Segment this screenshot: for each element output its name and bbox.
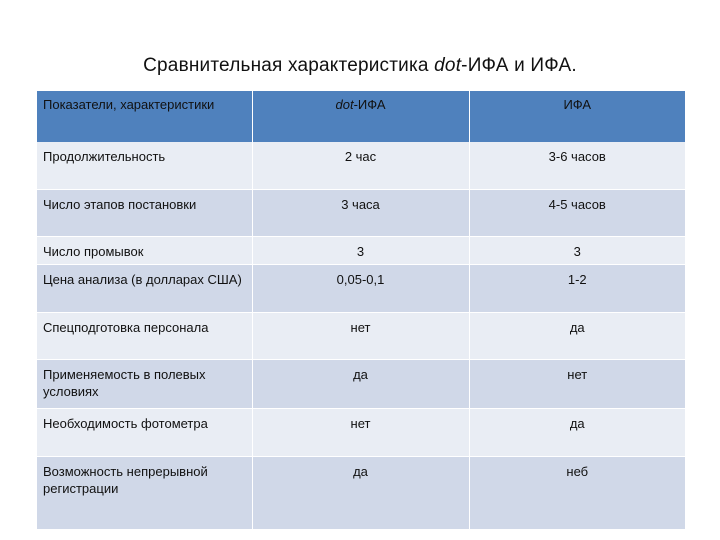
table-row: [37, 237, 685, 265]
ifa-value: нет: [469, 360, 685, 409]
comparison-table: [37, 91, 685, 530]
ifa-value: да: [469, 409, 685, 457]
ifa-value: да: [469, 313, 685, 360]
row-label: Число промывок: [37, 237, 252, 265]
header-dot-rest: -ИФА: [353, 97, 386, 112]
dot-ifa-value: нет: [252, 313, 469, 360]
table-header-row: [37, 91, 685, 142]
row-label: Продолжительность: [37, 142, 252, 190]
table-row: [37, 409, 685, 457]
title-prefix: Сравнительная характеристика: [143, 55, 435, 76]
dot-ifa-value: 3: [252, 237, 469, 265]
header-dot-italic: dot: [335, 97, 354, 112]
dot-ifa-value: 0,05-0,1: [252, 265, 469, 313]
dot-ifa-value: да: [252, 457, 469, 530]
ifa-value: 3: [469, 237, 685, 265]
row-label: Спецподготовка персонала: [37, 313, 252, 360]
ifa-value: 1-2: [469, 265, 685, 313]
row-label: Возможность непрерывной регистрации: [37, 457, 252, 530]
ifa-value: 3-6 часов: [469, 142, 685, 190]
title-italic: dot: [434, 55, 462, 76]
slide-title: [0, 55, 720, 77]
header-dot-ifa: [252, 91, 469, 142]
row-label: Число этапов постановки: [37, 190, 252, 237]
dot-ifa-value: нет: [252, 409, 469, 457]
title-suffix: -ИФА и ИФА.: [461, 55, 577, 76]
table-row: [37, 360, 685, 409]
ifa-value: неб: [469, 457, 685, 530]
table-row: [37, 142, 685, 190]
table-row: [37, 265, 685, 313]
dot-ifa-value: да: [252, 360, 469, 409]
table-row: [37, 313, 685, 360]
header-ifa: ИФА: [469, 91, 685, 142]
row-label: Применяемость в полевых условиях: [37, 360, 252, 409]
dot-ifa-value: 2 час: [252, 142, 469, 190]
header-indicators: Показатели, характеристики: [37, 91, 252, 142]
table-row: [37, 190, 685, 237]
row-label: Цена анализа (в долларах США): [37, 265, 252, 313]
ifa-value: 4-5 часов: [469, 190, 685, 237]
table-row: [37, 457, 685, 530]
row-label: Необходимость фотометра: [37, 409, 252, 457]
dot-ifa-value: 3 часа: [252, 190, 469, 237]
